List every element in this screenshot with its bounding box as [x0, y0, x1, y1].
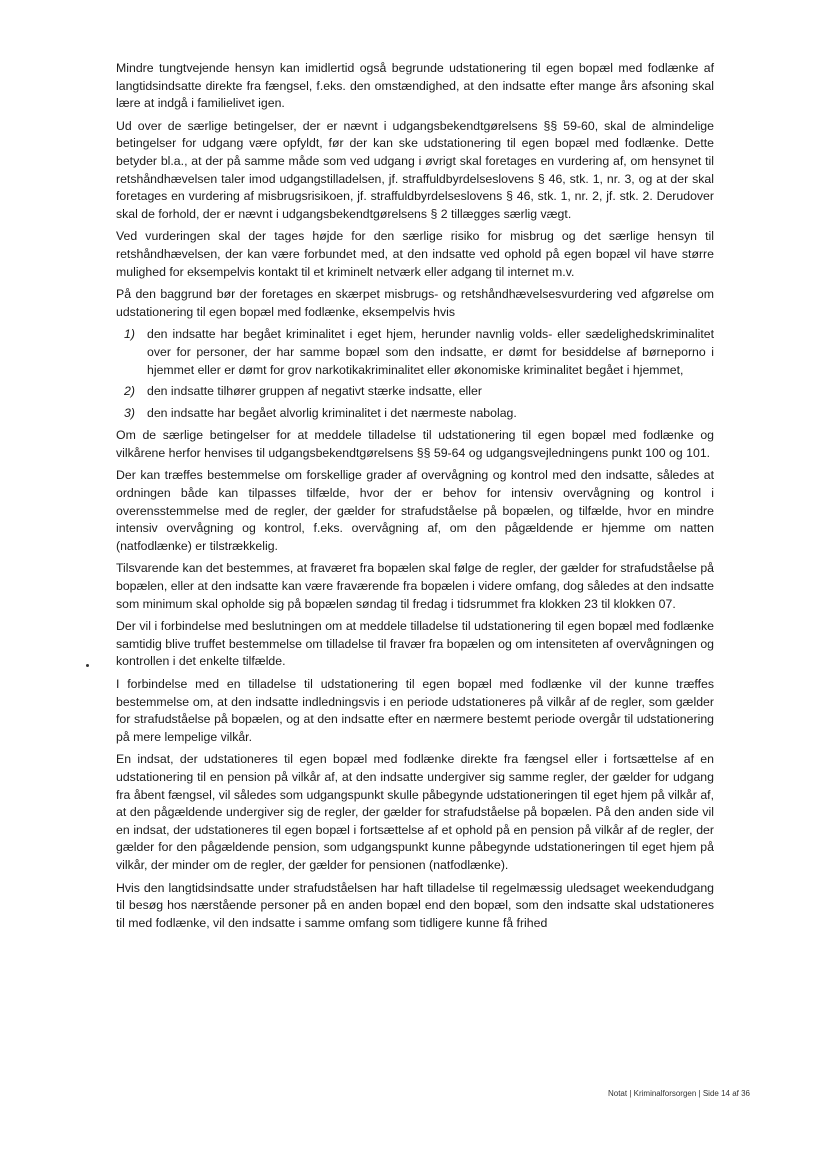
list-item-number: 3)	[124, 405, 135, 420]
document-body	[116, 60, 714, 937]
paragraph: Ved vurderingen skal der tages højde for den særlige risiko for misbrug og det særlige hensyn til retshåndhævelsen, der kan være forbundet med, at den indsatte ved ophold på egen bopæl vil have større mulighed for eksempelvis kontakt til et kriminelt netværk eller adgang til internet m.v.	[116, 229, 714, 279]
page-footer: Notat | Kriminalforsorgen | Side 14 af 36	[607, 1089, 750, 1098]
list-item	[116, 405, 714, 423]
list-item	[116, 326, 714, 379]
numbered-list	[116, 326, 714, 422]
paragraph: Tilsvarende kan det bestemmes, at fraværet fra bopælen skal følge de regler, der gælder for strafudståelse på bopælen, eller at den indsatte kan være fraværende fra bopælen i videre omfang, dog således at den indsatte som minimum skal opholde sig på bopælen søndag til fredag i tidsrummet fra klokken 23 til klokken 07.	[116, 561, 714, 611]
paragraph: Mindre tungtvejende hensyn kan imidlertid også begrunde udstationering til egen bopæl med fodlænke af langtidsindsatte direkte fra fængsel, f.eks. den omstændighed, at den indsatte efter mange års afsoning skal lære at indgå i familielivet igen.	[116, 61, 714, 111]
list-item-text: den indsatte har begået kriminalitet i eget hjem, herunder navnlig volds- eller sædelighedskriminalitet over for personer, der har samme bopæl som den indsatte, er dømt for besiddelse af børneporno i hjemmet eller er dømt for grov narkotikakriminalitet eller økonomiske kriminalitet begået i hjemmet,	[147, 327, 714, 377]
paragraph: Hvis den langtidsindsatte under strafudståelsen har haft tilladelse til regelmæssig uledsaget weekendudgang til besøg hos nærstående personer på en anden bopæl end den bopæl, som den indsatte skal udstationeres til med fodlænke, vil den indsatte i samme omfang som tidligere kunne få frihed	[116, 880, 714, 930]
list-item-number: 2)	[124, 384, 135, 399]
paragraph: Ud over de særlige betingelser, der er nævnt i udgangsbekendtgørelsens §§ 59-60, skal de almindelige betingelser for udgang være opfyldt, før der kan ske udstationering til egen bopæl med fodlænke. Dette betyder bl.a., at der på samme måde som ved udgang i øvrigt skal foretages en vurdering af, om hensynet til retshåndhævelsen taler imod udgangstilladelsen, jf. straffuldbyrdelseslovens § 46, stk. 1, nr. 3, og at der skal foretages en vurdering af misbrugsrisikoen, jf. straffuldbyrdelseslovens § 46, stk. 1, nr. 2, jf. stk. 2. Derudover skal de forhold, der er nævnt i udgangsbekendtgørelsens § 2 tillægges særlig vægt.	[116, 118, 714, 221]
list-item-text: den indsatte tilhører gruppen af negativt stærke indsatte, eller	[147, 384, 482, 399]
list-item-text: den indsatte har begået alvorlig kriminalitet i det nærmeste nabolag.	[147, 405, 517, 420]
paragraph: Om de særlige betingelser for at meddele tilladelse til udstationering til egen bopæl med fodlænke og vilkårene herfor henvises til udgangsbekendtgørelsens §§ 59-64 og udgangsvejledningens punkt 100 og 101.	[116, 428, 714, 460]
list-item-number: 1)	[124, 327, 135, 342]
paragraph: En indsat, der udstationeres til egen bopæl med fodlænke direkte fra fængsel eller i fortsættelse af en udstationering til en pension på vilkår af, at den indsatte undergiver sig samme regler, der gælder for udgang fra åbent fængsel, vil således som udgangspunkt skulle påbegynde udstationeringen til eget hjem på vilkår af, at den pågældende undergiver sig de regler, der gælder for strafudståelse på bopælen. På den anden side vil en indsat, der udstationeres til egen bopæl i fortsættelse af et ophold på en pension på vilkår af de regler, der gælder for den pågældende pension, som udgangspunkt kunne påbegynde udstationeringen til eget hjem på vilkår, der minder om de regler, der gælder for pensionen (natfodlænke).	[116, 752, 714, 872]
scan-speck	[86, 664, 89, 667]
paragraph: Der kan træffes bestemmelse om forskellige grader af overvågning og kontrol med den indsatte, således at ordningen både kan tilpasses tilfælde, hvor der er behov for intensiv overvågning og kontrol i overensstemmelse med de regler, der gælder for strafudståelse på bopælen, og tilfælde, hvor en mindre intensiv overvågning og kontrol, f.eks. overvågning af, om den pågældende er hjemme om natten (natfodlænke) er tilstrækkelig.	[116, 468, 714, 553]
list-item	[116, 383, 714, 401]
paragraph: I forbindelse med en tilladelse til udstationering til egen bopæl med fodlænke vil der kunne træffes bestemmelse om, at den indsatte indledningsvis i en periode udstationeres på vilkår af de regler, som gælder for strafudståelse på bopælen, og at den indsatte efter en nærmere bestemt periode overgår til udstationering på mere lempelige vilkår.	[116, 677, 714, 744]
paragraph: På den baggrund bør der foretages en skærpet misbrugs- og retshåndhævelsesvurdering ved afgørelse om udstationering til egen bopæl med fodlænke, eksempelvis hvis	[116, 287, 714, 319]
paragraph: Der vil i forbindelse med beslutningen om at meddele tilladelse til udstationering til egen bopæl med fodlænke samtidig blive truffet bestemmelse om tilladelse til fravær fra bopælen og om intensiteten af overvågningen og kontrollen i det enkelte tilfælde.	[116, 619, 714, 669]
